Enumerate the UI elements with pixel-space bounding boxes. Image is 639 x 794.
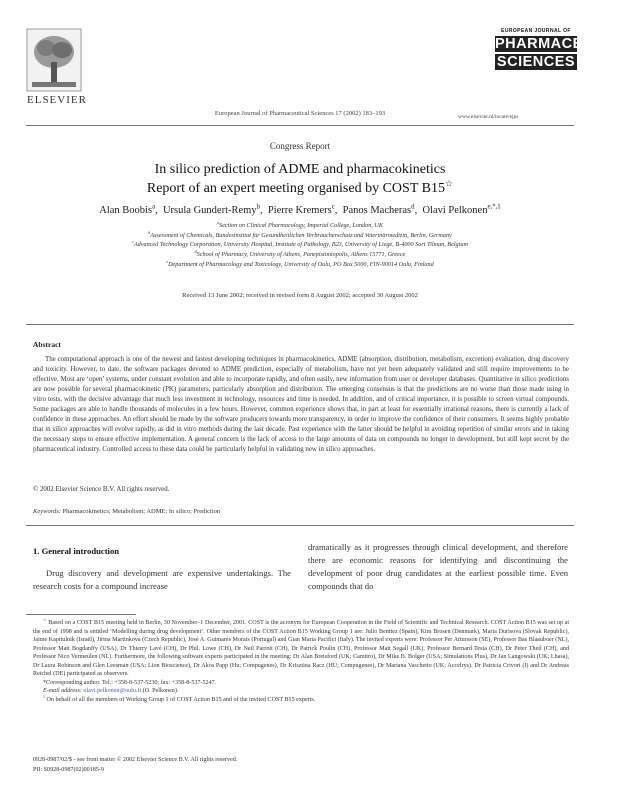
abstract-top-divider xyxy=(26,324,574,325)
journal-logo-line1: PHARMACEUTICAL xyxy=(495,36,639,52)
issn-line: 0928-0987/02/$ - see front matter © 2002 Elsevier Science B.V. All rights reserved. xyxy=(33,757,238,763)
journal-citation: European Journal of Pharmaceutical Sciences 17 (2002) 183–193 xyxy=(214,110,386,117)
affiliation-d: $^d$School of Pharmacy, University of Athens, Panepistimiopolis, Athens 15771, Greece xyxy=(194,248,406,258)
abstract-bottom-divider xyxy=(26,525,574,526)
title-line-2: Report of an expert meeting organised by COST B15☆ xyxy=(146,178,454,196)
body-column-2: dramatically as it progresses through clinical development, and therefore there are economic reasons for identifying and discontinuing the development of poor drug candidates at the earliest possible time. Even compounds that do xyxy=(308,542,568,591)
affiliation-c: $^c$Advanced Technology Corporation, University Hospital, Institute of Pathology, B23, University of Liege, B-4000 Sart Tilman, Belgium xyxy=(132,238,468,248)
affiliation-a: $^a$Section on Clinical Pharmacology, Imperial College, London, UK xyxy=(217,219,383,229)
journal-logo-line2: SCIENCES xyxy=(496,54,576,70)
journal-url[interactable]: www.elsevier.nl/locate/ejps xyxy=(458,114,519,120)
footnotes xyxy=(33,616,570,704)
footnote-star: ☆ Based on a COST B15 meeting held in Berlin, 30 November–1 December, 2001. COST is the acronym for European Cooperation in the Field of Scientific and Technical Research. COST Action B15 was set up at the end of 1998 and is entitled ‘Modelling during drug development’. Other members of the COST Action B15 Working Group 1 are: Julio Benitez (Spain), Kim Brosen (Denmark), Maria Durisova (Slovak Republic), Jaime Kapitulnik (Israël), Jirina Martinkova (Czech Republic), José A. Guimarès Morais (Portugal) and Gian Maria Pacifici (Italy). The invited experts were: Professor Per Artursson (SE), Professor Bas Blaauboer (NL), Professor Matt Bogdanffy (USA), Dr Thierry Lavé (CH), Dr Phil. Lowe (CH), Dr Neil Parrott (CH), Dr Patrick Poulin (CH), Professor Matt Segall (UK), Professor Bernard Testa (CH), Dr Peter Theil (CH), and Professor Nico Vermeulen (NL). Furthermore, the following software experts participated in the meeting: Dr Alan Bretsford (UK; Camitro), Dr Mike B. Bolger (USA; Simulations Plus), Dr Jan Langowski (UK; Lhasa), Dr Laura Robinson and Glen Leesman (USA; Lion Bioscience), Dr Akos Papp (Hu; Compugenes), Dr Krisztina Racz (HU; Compugenes), Dr Mariana Vaschetto (UK; Accelrys). Dr Patricia Crivori (I) and Dr Andreas Reichel (DE) participated as observers. xyxy=(33,616,570,677)
footnote-email: E-mail address: olavi.pelkonen@oulu.fi (O. Pelkonen). xyxy=(43,688,179,694)
author-2: Ursula Gundert-Remy$^b$ xyxy=(162,203,260,216)
abstract-heading: Abstract xyxy=(33,340,61,349)
affiliation-e: $^e$Department of Pharmacology and Toxicology, University of Oulu, PO Box 5000, FIN-90014 Oulu, Finland xyxy=(166,258,434,268)
header-divider xyxy=(26,125,574,126)
journal-logo xyxy=(495,28,639,104)
author-list: Alan Boobis$^a$, Ursula Gundert-Remy$^b$, Pierre Kremers$^c$, Panos Macheras$^d$, Olavi Pelkonen$^{e,*,1}$ xyxy=(99,203,501,216)
abstract-copyright: © 2002 Elsevier Science B.V. All rights reserved. xyxy=(33,486,170,493)
author-3: Pierre Kremers$^c$ xyxy=(267,203,335,216)
affiliation-b: $^b$Assessment of Chemicals, Bundesinstitut für Gesundheitlichen Verbraucherschutz und Veterinärmedizin, Berlin, Germany xyxy=(148,229,452,239)
footnote-divider xyxy=(26,614,136,615)
publisher-name: ELSEVIER xyxy=(27,94,87,106)
section-heading: 1. General introduction xyxy=(33,546,120,556)
keywords: Keywords: Pharmacokinetics; Metabolism; ADME; In silico; Prediction xyxy=(33,508,221,515)
received-dates: Received 13 June 2002; received in revised form 8 August 2002; accepted 30 August 2002 xyxy=(182,292,418,299)
section-tag: Congress Report xyxy=(269,141,331,151)
pii-line: PII: S0928-0987(02)00185-9 xyxy=(33,767,104,773)
author-4: Panos Macheras$^d$ xyxy=(342,203,415,216)
article-title xyxy=(0,160,600,198)
footnote-corresponding: *Corresponding author. Tel.: +358-8-537-5230; fax: +358-8-537-5247. xyxy=(43,679,217,686)
abstract-body: The computational approach is one of the newest and fastest developing techniques in pharmacokinetics, ADME (absorption, distribution, metabolism, excretion) evaluation, drug discovery and toxicity. However, to date, the software packages devoted to ADME prediction, especially of metabolism, have not yet been adequately validated and still require improvements to be effective. Most are ‘open’ systems, under constant evolution and able to incorporate rapidly, and often easily, new information from user or developer databases. Quantitative in silico predictions are now possible for several pharmacokinetic (PK) parameters, particularly absorption and distribution. The emerging consensus is that the predictions are no worse than those made using in vitro tests, with the decisive advantage that much less investment in technology, resources and time is needed. In addition, and of critical importance, it is possible to screen virtual compounds. Some packages are able to handle thousands of molecules in a few hours. However, common experience shows that, in part at least for essentially irrational reasons, there is currently a lack of confidence in these approaches. An effort should be made by the software producers towards more transparency, in order to improve the confidence of their consumers. It seems highly probable that in silico approaches will evolve rapidly, as did in vitro methods during the last decade. Past experience with the latter should be helpful in avoiding repetition of similar errors and in taking the necessary steps to ensure effective implementation. A general concern is the lack of access to the large amounts of data on compounds no longer in development, but still kept secret by the pharmaceutical industry. Controlled access to these data could be particularly helpful in validating new in silico approaches. xyxy=(33,356,569,453)
author-1: Alan Boobis$^a$ xyxy=(99,203,156,216)
footnote-1: $^1$ On behalf of all the members of Working Group 1 of COST Action B15 and of the invited COST B15 experts. xyxy=(43,693,316,703)
title-line-1: In silico prediction of ADME and pharmacokinetics xyxy=(154,162,446,177)
author-5: Olavi Pelkonen$^{e,*,1}$ xyxy=(422,203,501,216)
journal-logo-small: EUROPEAN JOURNAL OF xyxy=(501,28,571,34)
email-link[interactable]: olavi.pelkonen@oulu.fi xyxy=(83,688,142,694)
body-column-1: Drug discovery and development are expensive undertakings. The research costs for a compound increase xyxy=(33,568,291,591)
